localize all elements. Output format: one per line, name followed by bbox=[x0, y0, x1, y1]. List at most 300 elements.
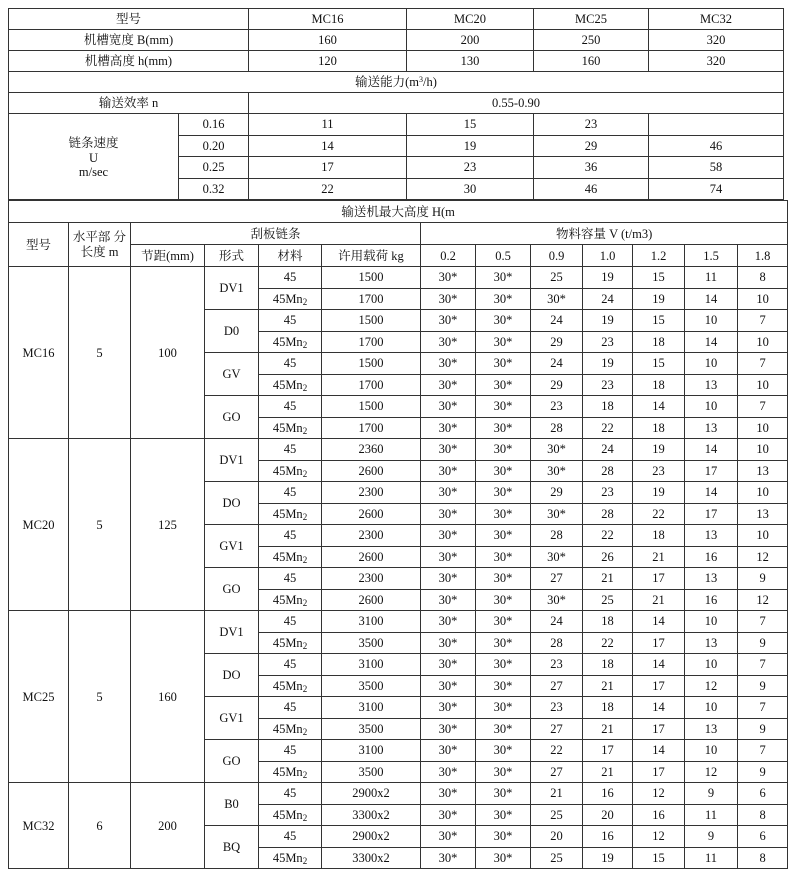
group-pitch: 125 bbox=[131, 439, 205, 611]
max-height-value: 28 bbox=[531, 632, 583, 654]
allowable-load: 3100 bbox=[322, 611, 421, 633]
allowable-load: 3500 bbox=[322, 761, 421, 783]
capacity-title-sup: 3 bbox=[419, 75, 423, 84]
model-mc32: MC32 bbox=[649, 9, 784, 30]
chain-material bbox=[259, 826, 322, 848]
material-text: 45 bbox=[283, 485, 297, 500]
max-height-value: 18 bbox=[583, 396, 633, 418]
max-height-value: 30* bbox=[421, 353, 476, 375]
chain-material bbox=[259, 417, 322, 439]
max-height-value: 15 bbox=[633, 267, 685, 289]
width-mc16: 160 bbox=[249, 30, 407, 51]
chain-material bbox=[259, 353, 322, 375]
capacity-cell: 19 bbox=[407, 135, 534, 157]
max-height-value: 30* bbox=[421, 611, 476, 633]
max-height-value: 30* bbox=[421, 460, 476, 482]
capacity-cell: 58 bbox=[649, 157, 784, 179]
material-text: 45Mn bbox=[272, 807, 303, 822]
max-height-value: 28 bbox=[583, 503, 633, 525]
max-height-value: 30* bbox=[476, 503, 531, 525]
chain-material bbox=[259, 460, 322, 482]
speed-value: 0.16 bbox=[179, 114, 249, 136]
allowable-load: 3500 bbox=[322, 675, 421, 697]
header-capacity-value: 1.2 bbox=[633, 245, 685, 267]
max-height-value: 30* bbox=[531, 546, 583, 568]
max-height-value: 10 bbox=[685, 697, 738, 719]
chain-material bbox=[259, 632, 322, 654]
max-height-value: 10 bbox=[685, 654, 738, 676]
height-mc25: 160 bbox=[534, 51, 649, 72]
chain-material bbox=[259, 740, 322, 762]
data-row bbox=[9, 783, 788, 805]
max-height-value: 30* bbox=[421, 288, 476, 310]
material-text: 45Mn bbox=[272, 377, 303, 392]
material-text: 45Mn bbox=[272, 850, 303, 865]
material-subscript: 2 bbox=[302, 339, 308, 350]
height-mc20: 130 bbox=[407, 51, 534, 72]
header-capacity-value: 1.0 bbox=[583, 245, 633, 267]
allowable-load: 3300x2 bbox=[322, 847, 421, 869]
max-height-value: 12 bbox=[685, 761, 738, 783]
max-height-title: 输送机最大高度 H(m bbox=[9, 201, 788, 223]
max-height-value: 30* bbox=[476, 396, 531, 418]
chain-form: D0 bbox=[205, 310, 259, 353]
material-text: 45Mn bbox=[272, 592, 303, 607]
max-height-value: 28 bbox=[531, 417, 583, 439]
header-capacity-value: 0.5 bbox=[476, 245, 531, 267]
max-height-value: 30* bbox=[476, 632, 531, 654]
chain-material bbox=[259, 503, 322, 525]
max-height-value: 17 bbox=[633, 568, 685, 590]
width-mc32: 320 bbox=[649, 30, 784, 51]
max-height-value: 30* bbox=[476, 417, 531, 439]
max-height-value: 13 bbox=[685, 568, 738, 590]
max-height-value: 30* bbox=[421, 482, 476, 504]
allowable-load: 3500 bbox=[322, 632, 421, 654]
max-height-value: 25 bbox=[531, 267, 583, 289]
header-capacity-value: 0.2 bbox=[421, 245, 476, 267]
material-text: 45 bbox=[283, 313, 297, 328]
height-mc32: 320 bbox=[649, 51, 784, 72]
max-height-value: 13 bbox=[685, 718, 738, 740]
capacity-cell: 17 bbox=[249, 157, 407, 179]
max-height-value: 12 bbox=[685, 675, 738, 697]
max-height-value: 13 bbox=[685, 632, 738, 654]
max-height-value: 30* bbox=[421, 331, 476, 353]
material-subscript: 2 bbox=[302, 468, 308, 479]
max-height-value: 7 bbox=[738, 697, 788, 719]
max-height-value: 20 bbox=[583, 804, 633, 826]
efficiency-row bbox=[9, 93, 784, 114]
max-height-value: 7 bbox=[738, 611, 788, 633]
max-height-value: 30* bbox=[421, 804, 476, 826]
max-height-value: 30* bbox=[421, 568, 476, 590]
max-height-value: 7 bbox=[738, 654, 788, 676]
max-height-value: 27 bbox=[531, 675, 583, 697]
capacity-cell: 30 bbox=[407, 178, 534, 200]
max-height-value: 10 bbox=[738, 439, 788, 461]
material-text: 45 bbox=[283, 399, 297, 414]
max-height-value: 6 bbox=[738, 783, 788, 805]
efficiency-value: 0.55-0.90 bbox=[249, 93, 784, 114]
material-subscript: 2 bbox=[302, 640, 308, 651]
max-height-value: 17 bbox=[633, 761, 685, 783]
capacity-cell: 23 bbox=[407, 157, 534, 179]
max-height-table bbox=[8, 200, 788, 869]
max-height-value: 19 bbox=[583, 353, 633, 375]
max-height-value: 22 bbox=[583, 525, 633, 547]
max-height-value: 17 bbox=[685, 503, 738, 525]
allowable-load: 1700 bbox=[322, 417, 421, 439]
capacity-cell: 23 bbox=[534, 114, 649, 136]
max-height-value: 10 bbox=[738, 374, 788, 396]
max-height-value: 14 bbox=[685, 331, 738, 353]
header-model: 型号 bbox=[9, 223, 69, 267]
chain-material bbox=[259, 396, 322, 418]
material-text: 45Mn bbox=[272, 721, 303, 736]
max-height-value: 16 bbox=[685, 589, 738, 611]
max-height-value: 15 bbox=[633, 310, 685, 332]
material-text: 45 bbox=[283, 571, 297, 586]
max-height-value: 9 bbox=[685, 826, 738, 848]
max-height-value: 7 bbox=[738, 353, 788, 375]
material-text: 45 bbox=[283, 528, 297, 543]
max-height-value: 9 bbox=[738, 632, 788, 654]
chain-material bbox=[259, 697, 322, 719]
max-height-value: 30* bbox=[421, 826, 476, 848]
max-height-value: 9 bbox=[738, 761, 788, 783]
max-height-value: 30* bbox=[476, 525, 531, 547]
max-height-value: 30* bbox=[476, 675, 531, 697]
chain-material bbox=[259, 804, 322, 826]
max-height-value: 10 bbox=[685, 353, 738, 375]
header-material: 材料 bbox=[259, 245, 322, 267]
max-height-value: 30* bbox=[476, 439, 531, 461]
group-horizontal-length: 5 bbox=[69, 267, 131, 439]
model-label: 型号 bbox=[9, 9, 249, 30]
max-height-value: 30* bbox=[531, 503, 583, 525]
speed-row bbox=[9, 114, 784, 136]
allowable-load: 2300 bbox=[322, 568, 421, 590]
chain-material bbox=[259, 288, 322, 310]
max-height-value: 23 bbox=[583, 374, 633, 396]
max-height-value: 13 bbox=[685, 525, 738, 547]
max-height-value: 14 bbox=[685, 482, 738, 504]
allowable-load: 2300 bbox=[322, 482, 421, 504]
max-height-value: 23 bbox=[531, 396, 583, 418]
max-height-value: 20 bbox=[531, 826, 583, 848]
max-height-value: 10 bbox=[738, 482, 788, 504]
max-height-value: 23 bbox=[531, 654, 583, 676]
speed-label-line-3: m/sec bbox=[78, 164, 109, 179]
max-height-value: 30* bbox=[531, 288, 583, 310]
chain-material bbox=[259, 675, 322, 697]
group-model: MC25 bbox=[9, 611, 69, 783]
height-row bbox=[9, 51, 784, 72]
max-height-value: 17 bbox=[633, 632, 685, 654]
capacity-cell bbox=[649, 114, 784, 136]
material-text: 45Mn bbox=[272, 764, 303, 779]
data-row bbox=[9, 267, 788, 289]
capacity-cell: 14 bbox=[249, 135, 407, 157]
max-height-value: 30* bbox=[421, 718, 476, 740]
max-height-value: 9 bbox=[685, 783, 738, 805]
capacity-cell: 46 bbox=[649, 135, 784, 157]
chain-material bbox=[259, 482, 322, 504]
allowable-load: 2300 bbox=[322, 525, 421, 547]
material-text: 45 bbox=[283, 700, 297, 715]
chain-material bbox=[259, 374, 322, 396]
max-height-value: 28 bbox=[583, 460, 633, 482]
speed-value: 0.25 bbox=[179, 157, 249, 179]
capacity-title-row bbox=[9, 72, 784, 93]
chain-material bbox=[259, 654, 322, 676]
chain-form: DO bbox=[205, 482, 259, 525]
max-height-value: 12 bbox=[633, 826, 685, 848]
max-height-value: 21 bbox=[583, 568, 633, 590]
max-height-value: 18 bbox=[633, 525, 685, 547]
chain-material bbox=[259, 439, 322, 461]
main-header-row-1 bbox=[9, 223, 788, 245]
max-height-value: 9 bbox=[738, 718, 788, 740]
max-height-value: 30* bbox=[421, 546, 476, 568]
max-height-value: 30* bbox=[476, 460, 531, 482]
capacity-title-tail: /h) bbox=[423, 75, 437, 89]
max-height-value: 30* bbox=[476, 826, 531, 848]
allowable-load: 1500 bbox=[322, 267, 421, 289]
max-height-value: 22 bbox=[531, 740, 583, 762]
capacity-cell: 22 bbox=[249, 178, 407, 200]
max-height-value: 11 bbox=[685, 804, 738, 826]
header-allowable-load: 许用载荷 kg bbox=[322, 245, 421, 267]
max-height-value: 13 bbox=[685, 374, 738, 396]
max-height-value: 24 bbox=[531, 611, 583, 633]
max-height-value: 30* bbox=[531, 589, 583, 611]
allowable-load: 2600 bbox=[322, 460, 421, 482]
width-row bbox=[9, 30, 784, 51]
max-height-value: 22 bbox=[583, 417, 633, 439]
max-height-value: 18 bbox=[633, 417, 685, 439]
capacity-cell: 11 bbox=[249, 114, 407, 136]
max-height-value: 14 bbox=[685, 288, 738, 310]
max-height-value: 30* bbox=[476, 697, 531, 719]
max-height-value: 19 bbox=[583, 847, 633, 869]
max-height-value: 16 bbox=[583, 826, 633, 848]
capacity-cell: 29 bbox=[534, 135, 649, 157]
material-text: 45Mn bbox=[272, 506, 303, 521]
group-pitch: 200 bbox=[131, 783, 205, 869]
max-height-value: 13 bbox=[738, 460, 788, 482]
efficiency-label: 输送效率 n bbox=[9, 93, 249, 114]
group-model: MC20 bbox=[9, 439, 69, 611]
material-subscript: 2 bbox=[302, 812, 308, 823]
max-height-value: 8 bbox=[738, 804, 788, 826]
material-text: 45 bbox=[283, 786, 297, 801]
max-height-value: 17 bbox=[583, 740, 633, 762]
max-height-value: 15 bbox=[633, 353, 685, 375]
header-scraper-chain: 刮板链条 bbox=[131, 223, 421, 245]
max-height-value: 26 bbox=[583, 546, 633, 568]
max-height-value: 29 bbox=[531, 482, 583, 504]
max-height-value: 30* bbox=[476, 331, 531, 353]
height-label: 机槽高度 h(mm) bbox=[9, 51, 249, 72]
allowable-load: 3500 bbox=[322, 718, 421, 740]
material-text: 45Mn bbox=[272, 334, 303, 349]
max-height-value: 16 bbox=[583, 783, 633, 805]
material-text: 45 bbox=[283, 829, 297, 844]
max-height-value: 10 bbox=[738, 288, 788, 310]
max-height-value: 30* bbox=[476, 310, 531, 332]
max-height-value: 23 bbox=[583, 331, 633, 353]
max-height-value: 6 bbox=[738, 826, 788, 848]
allowable-load: 3100 bbox=[322, 740, 421, 762]
max-height-value: 10 bbox=[738, 331, 788, 353]
max-height-value: 8 bbox=[738, 267, 788, 289]
chain-material bbox=[259, 718, 322, 740]
allowable-load: 2600 bbox=[322, 503, 421, 525]
group-pitch: 160 bbox=[131, 611, 205, 783]
material-subscript: 2 bbox=[302, 425, 308, 436]
max-height-value: 21 bbox=[531, 783, 583, 805]
material-text: 45 bbox=[283, 270, 297, 285]
group-horizontal-length: 5 bbox=[69, 439, 131, 611]
data-row bbox=[9, 611, 788, 633]
material-subscript: 2 bbox=[302, 554, 308, 565]
speed-label-line-1: 链条速度 bbox=[68, 135, 119, 150]
allowable-load: 2360 bbox=[322, 439, 421, 461]
max-height-value: 9 bbox=[738, 568, 788, 590]
max-height-value: 18 bbox=[583, 654, 633, 676]
data-row bbox=[9, 439, 788, 461]
max-height-value: 30* bbox=[476, 353, 531, 375]
max-height-value: 30* bbox=[476, 718, 531, 740]
max-height-value: 14 bbox=[633, 396, 685, 418]
max-height-value: 14 bbox=[633, 740, 685, 762]
max-height-value: 29 bbox=[531, 374, 583, 396]
max-height-value: 19 bbox=[633, 482, 685, 504]
max-height-value: 12 bbox=[738, 546, 788, 568]
model-mc16: MC16 bbox=[249, 9, 407, 30]
allowable-load: 3100 bbox=[322, 697, 421, 719]
max-height-value: 23 bbox=[531, 697, 583, 719]
max-height-body bbox=[9, 201, 788, 869]
chain-material bbox=[259, 331, 322, 353]
max-height-value: 30* bbox=[421, 310, 476, 332]
chain-form: DV1 bbox=[205, 611, 259, 654]
max-height-value: 30* bbox=[476, 568, 531, 590]
chain-form: GV bbox=[205, 353, 259, 396]
max-height-value: 30* bbox=[421, 589, 476, 611]
header-capacity-value: 1.5 bbox=[685, 245, 738, 267]
max-height-value: 13 bbox=[685, 417, 738, 439]
max-height-value: 11 bbox=[685, 847, 738, 869]
model-mc25: MC25 bbox=[534, 9, 649, 30]
header-form: 形式 bbox=[205, 245, 259, 267]
max-height-value: 30* bbox=[476, 589, 531, 611]
max-height-value: 7 bbox=[738, 396, 788, 418]
max-height-value: 27 bbox=[531, 761, 583, 783]
chain-material bbox=[259, 525, 322, 547]
max-height-value: 19 bbox=[583, 267, 633, 289]
material-text: 45 bbox=[283, 442, 297, 457]
header-capacity-value: 0.9 bbox=[531, 245, 583, 267]
max-height-value: 22 bbox=[633, 503, 685, 525]
max-height-value: 25 bbox=[583, 589, 633, 611]
max-height-value: 30* bbox=[421, 761, 476, 783]
max-height-value: 30* bbox=[476, 546, 531, 568]
max-height-value: 14 bbox=[633, 611, 685, 633]
max-height-value: 21 bbox=[583, 718, 633, 740]
header-material-capacity: 物料容量 V (t/m3) bbox=[421, 223, 788, 245]
chain-form: GV1 bbox=[205, 525, 259, 568]
max-height-value: 9 bbox=[738, 675, 788, 697]
chain-material bbox=[259, 568, 322, 590]
max-height-value: 27 bbox=[531, 718, 583, 740]
chain-form: DV1 bbox=[205, 439, 259, 482]
max-height-value: 10 bbox=[685, 310, 738, 332]
max-height-value: 30* bbox=[421, 417, 476, 439]
max-height-value: 30* bbox=[476, 288, 531, 310]
max-height-value: 16 bbox=[633, 804, 685, 826]
max-height-value: 19 bbox=[633, 288, 685, 310]
max-height-value: 30* bbox=[531, 439, 583, 461]
max-height-value: 30* bbox=[421, 396, 476, 418]
max-height-value: 30* bbox=[531, 460, 583, 482]
max-height-value: 10 bbox=[685, 740, 738, 762]
max-height-value: 14 bbox=[633, 654, 685, 676]
max-height-value: 30* bbox=[476, 847, 531, 869]
max-height-value: 30* bbox=[476, 374, 531, 396]
max-height-value: 10 bbox=[685, 396, 738, 418]
header-pitch: 节距(mm) bbox=[131, 245, 205, 267]
max-height-value: 12 bbox=[633, 783, 685, 805]
chain-form: DV1 bbox=[205, 267, 259, 310]
allowable-load: 1700 bbox=[322, 374, 421, 396]
max-height-value: 8 bbox=[738, 847, 788, 869]
material-text: 45 bbox=[283, 743, 297, 758]
max-height-value: 17 bbox=[685, 460, 738, 482]
width-mc20: 200 bbox=[407, 30, 534, 51]
material-subscript: 2 bbox=[302, 511, 308, 522]
width-mc25: 250 bbox=[534, 30, 649, 51]
material-subscript: 2 bbox=[302, 683, 308, 694]
max-height-value: 23 bbox=[583, 482, 633, 504]
capacity-spec-table bbox=[8, 8, 784, 200]
max-height-value: 30* bbox=[476, 783, 531, 805]
capacity-cell: 74 bbox=[649, 178, 784, 200]
model-row bbox=[9, 9, 784, 30]
chain-form: DO bbox=[205, 654, 259, 697]
max-height-value: 30* bbox=[421, 267, 476, 289]
max-height-value: 18 bbox=[583, 611, 633, 633]
max-height-value: 27 bbox=[531, 568, 583, 590]
max-height-value: 10 bbox=[685, 611, 738, 633]
allowable-load: 2900x2 bbox=[322, 783, 421, 805]
chain-form: GO bbox=[205, 396, 259, 439]
header-horizontal-length: 水平部 分长度 m bbox=[69, 223, 131, 267]
capacity-title bbox=[9, 72, 784, 93]
material-text: 45Mn bbox=[272, 678, 303, 693]
max-height-value: 13 bbox=[738, 503, 788, 525]
max-height-value: 29 bbox=[531, 331, 583, 353]
max-height-value: 7 bbox=[738, 740, 788, 762]
group-pitch: 100 bbox=[131, 267, 205, 439]
max-height-value: 30* bbox=[476, 804, 531, 826]
max-height-value: 18 bbox=[633, 331, 685, 353]
max-height-value: 12 bbox=[738, 589, 788, 611]
max-height-value: 24 bbox=[531, 353, 583, 375]
capacity-title-text: 输送能力(m bbox=[355, 75, 419, 89]
